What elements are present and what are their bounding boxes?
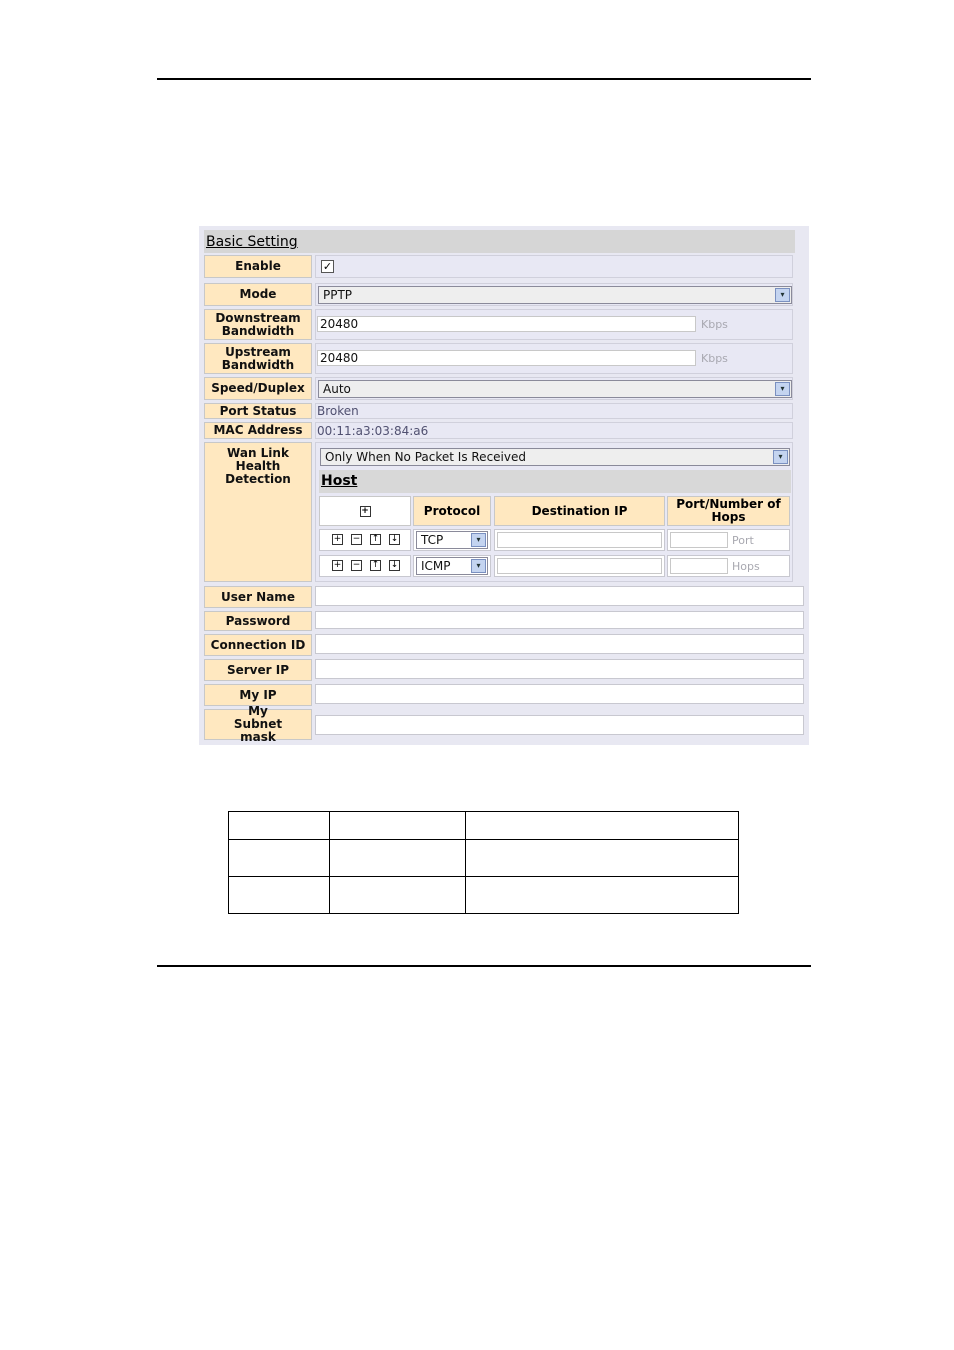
remove-row-icon[interactable]: − bbox=[352, 560, 361, 570]
mac-address-cell bbox=[315, 422, 793, 439]
host-row-1-destination-input[interactable] bbox=[497, 532, 662, 548]
host-row-1-protocol-select[interactable] bbox=[416, 531, 488, 549]
host-row-2-destination-cell bbox=[494, 555, 665, 577]
host-row-2-actions bbox=[319, 555, 411, 577]
server-ip-label: Server IP bbox=[204, 659, 312, 681]
remove-row-icon[interactable]: − bbox=[352, 534, 361, 544]
document-table bbox=[228, 811, 739, 914]
enable-checkbox[interactable]: ✓ bbox=[322, 260, 333, 273]
speed-duplex-cell bbox=[315, 377, 793, 400]
mode-select[interactable] bbox=[318, 286, 792, 304]
table-cell bbox=[330, 812, 466, 840]
host-title: Host bbox=[321, 473, 358, 489]
wan-health-select[interactable] bbox=[320, 448, 790, 466]
downstream-cell bbox=[315, 309, 793, 340]
password-label: Password bbox=[204, 611, 312, 631]
host-row-1-port-cell bbox=[667, 529, 790, 551]
table-cell bbox=[466, 877, 739, 914]
wan-health-value: Only When No Packet Is Received bbox=[325, 450, 526, 464]
subnet-mask-label: My Subnet mask bbox=[204, 709, 312, 740]
footer-rule bbox=[157, 965, 811, 967]
chevron-down-icon: ▾ bbox=[775, 382, 790, 396]
table-row bbox=[229, 877, 739, 914]
wan-health-label: Wan Link Health Detection bbox=[204, 442, 312, 582]
host-row-1-port-placeholder: Port bbox=[732, 534, 754, 547]
protocol-header: Protocol bbox=[413, 496, 491, 526]
mac-address-value: 00:11:a3:03:84:a6 bbox=[317, 424, 429, 438]
move-down-icon[interactable]: ↓ bbox=[390, 560, 399, 570]
add-row-icon[interactable]: + bbox=[333, 534, 342, 544]
port-status-value: Broken bbox=[317, 404, 359, 418]
downstream-input[interactable]: 20480 bbox=[317, 316, 696, 332]
host-row-1-protocol: TCP bbox=[421, 533, 444, 547]
port-status-label: Port Status bbox=[204, 403, 312, 419]
mode-select-value: PPTP bbox=[323, 288, 353, 302]
speed-duplex-select[interactable] bbox=[318, 380, 792, 398]
mode-label: Mode bbox=[204, 283, 312, 306]
upstream-cell bbox=[315, 343, 793, 374]
upstream-label: Upstream Bandwidth bbox=[204, 343, 312, 374]
host-row-1-port-input[interactable] bbox=[670, 532, 728, 548]
panel-title: Basic Setting bbox=[206, 234, 298, 250]
downstream-label: Downstream Bandwidth bbox=[204, 309, 312, 340]
my-ip-input[interactable] bbox=[315, 684, 804, 704]
upstream-unit: Kbps bbox=[701, 352, 728, 365]
host-row-2-protocol-select[interactable] bbox=[416, 557, 488, 575]
host-row-2-port-cell bbox=[667, 555, 790, 577]
speed-duplex-label: Speed/Duplex bbox=[204, 377, 312, 400]
move-up-icon[interactable]: ↑ bbox=[371, 534, 380, 544]
enable-cell bbox=[315, 255, 793, 278]
move-down-icon[interactable]: ↓ bbox=[390, 534, 399, 544]
user-name-input[interactable] bbox=[315, 586, 804, 606]
host-row-2-port-input[interactable] bbox=[670, 558, 728, 574]
port-hops-header: Port/Number of Hops bbox=[667, 496, 790, 526]
add-host-icon[interactable]: + bbox=[361, 505, 369, 516]
host-row-2-protocol: ICMP bbox=[421, 559, 451, 573]
host-row-1-actions bbox=[319, 529, 411, 551]
mac-address-label: MAC Address bbox=[204, 422, 312, 439]
table-cell bbox=[330, 877, 466, 914]
table-cell bbox=[229, 877, 330, 914]
table-cell bbox=[229, 840, 330, 877]
subnet-mask-input[interactable] bbox=[315, 715, 804, 735]
header-rule bbox=[157, 78, 811, 80]
table-cell bbox=[466, 840, 739, 877]
enable-label: Enable bbox=[204, 255, 312, 278]
host-row-1-destination-cell bbox=[494, 529, 665, 551]
add-row-icon[interactable]: + bbox=[333, 560, 342, 570]
my-ip-label: My IP bbox=[204, 684, 312, 706]
host-row-1-protocol-cell bbox=[413, 529, 491, 551]
connection-id-label: Connection ID bbox=[204, 634, 312, 656]
host-row-2-destination-input[interactable] bbox=[497, 558, 662, 574]
server-ip-input[interactable] bbox=[315, 659, 804, 679]
password-input[interactable] bbox=[315, 611, 804, 629]
speed-duplex-value: Auto bbox=[323, 382, 351, 396]
connection-id-input[interactable] bbox=[315, 634, 804, 654]
downstream-unit: Kbps bbox=[701, 318, 728, 331]
port-status-cell bbox=[315, 403, 793, 419]
table-cell bbox=[330, 840, 466, 877]
mode-cell bbox=[315, 283, 793, 306]
chevron-down-icon: ▾ bbox=[471, 533, 486, 547]
host-bar bbox=[319, 470, 791, 493]
chevron-down-icon: ▾ bbox=[773, 450, 788, 464]
table-cell bbox=[229, 812, 330, 840]
table-cell bbox=[466, 812, 739, 840]
chevron-down-icon: ▾ bbox=[775, 288, 790, 302]
destination-ip-header: Destination IP bbox=[494, 496, 665, 526]
host-row-2-protocol-cell bbox=[413, 555, 491, 577]
chevron-down-icon: ▾ bbox=[471, 559, 486, 573]
move-up-icon[interactable]: ↑ bbox=[371, 560, 380, 570]
host-add-cell bbox=[319, 496, 411, 526]
table-row bbox=[229, 812, 739, 840]
upstream-input[interactable]: 20480 bbox=[317, 350, 696, 366]
panel-title-bar bbox=[204, 230, 795, 253]
table-row bbox=[229, 840, 739, 877]
basic-setting-panel bbox=[199, 226, 809, 745]
host-row-2-port-placeholder: Hops bbox=[732, 560, 760, 573]
user-name-label: User Name bbox=[204, 586, 312, 608]
wan-health-cell bbox=[315, 442, 793, 582]
